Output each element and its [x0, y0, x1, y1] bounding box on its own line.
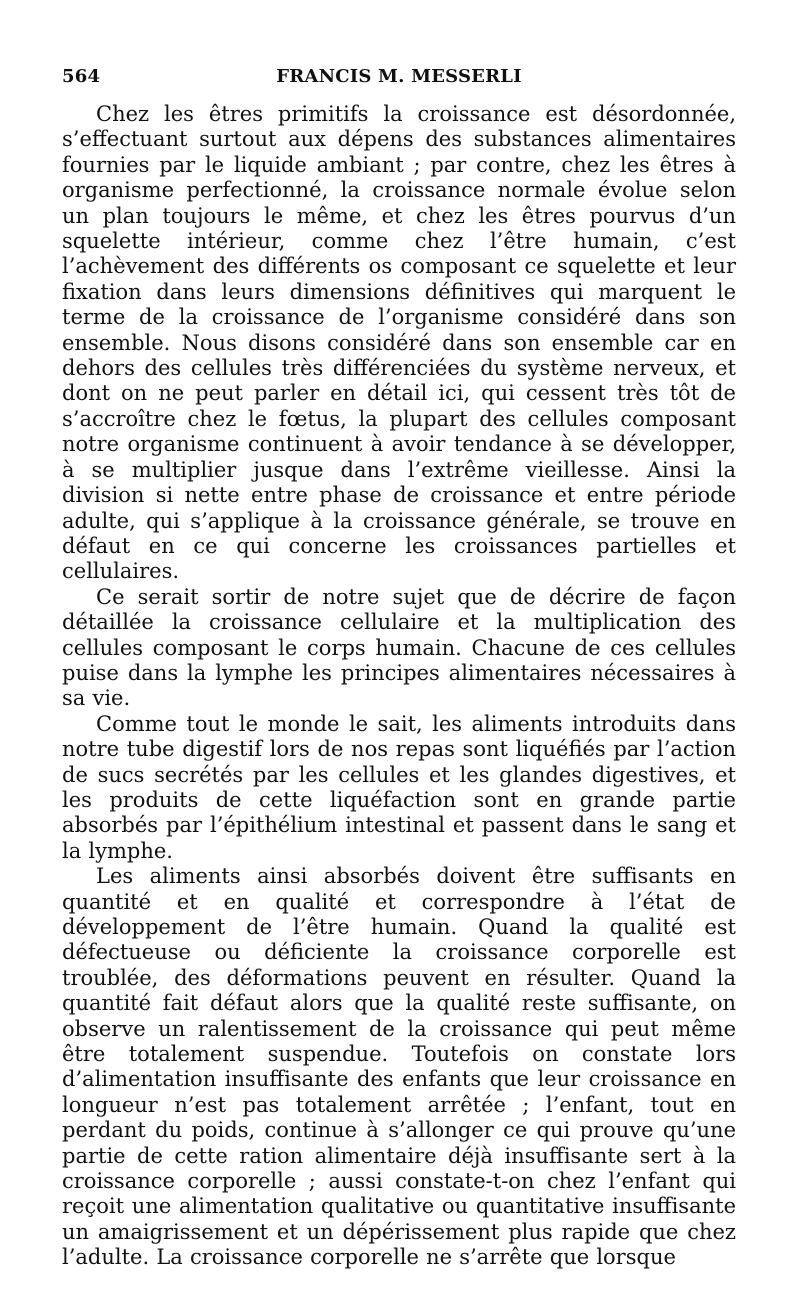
paragraph-1: Chez les êtres primitifs la croissance est désordonnée, s’effectuant surtout aux dépens des substances alimentaires fournies par le liquide ambiant ; par contre, chez les êtres à organisme perfectionné, la croissance normale évolue selon un plan toujours le même, et chez les êtres pourvus d’un squelette intérieur, comme chez l’être humain, c’est l’achèvement des différents os composant ce squelette et leur fixation dans leurs dimensions définitives qui marquent le terme de la croissance de l’organisme considéré dans son ensemble. Nous disons considéré dans son ensemble car en dehors des cellules très différenciées du système nerveux, et dont on ne peut parler en détail ici, qui cessent très tôt de s’accroître chez le fœtus, la plupart des cellules composant notre organisme continuent à avoir tendance à se développer, à se multiplier jusque dans l’extrême vieillesse. Ainsi la division si nette entre phase de croissance et entre période adulte, qui s’applique à la croissance générale, se trouve en défaut en ce qui concerne les croissances partielles et cellulaires.	[62, 102, 736, 584]
paragraph-3: Comme tout le monde le sait, les aliments introduits dans notre tube digestif lors de nos repas sont liquéfiés par l’action de sucs secrétés par les cellules et les glandes digestives, et les produits de cette liquéfaction sont en grande partie absorbés par l’épithélium intestinal et passent dans le sang et la lymphe.	[62, 711, 736, 863]
body-text	[62, 102, 736, 1271]
page-header	[62, 64, 736, 94]
paragraph-4: Les aliments ainsi absorbés doivent être suffisants en quantité et en qualité et correspondre à l’état de développement de l’être humain. Quand la qualité est défectueuse ou déficiente la croissance corporelle est troublée, des déformations peuvent en résulter. Quand la quantité fait défaut alors que la qualité reste suffisante, on observe un ralentissement de la croissance qui peut même être totalement suspendue. Toutefois on constate lors d’alimentation insuffisante des enfants que leur croissance en longueur n’est pas totalement arrêtée ; l’enfant, tout en perdant du poids, continue à s’allonger ce qui prouve qu’une partie de cette ration alimentaire déjà insuffisante sert à la croissance corporelle ; aussi constate-t-on chez l’enfant qui reçoit une alimentation qualitative ou quantitative insuffisante un amaigrissement et un dépérissement plus rapide que chez l’adulte. La croissance corporelle ne s’arrête que lorsque	[62, 864, 736, 1270]
page-number: 564	[62, 66, 101, 87]
running-head: FRANCIS M. MESSERLI	[276, 66, 522, 87]
paragraph-2: Ce serait sortir de notre sujet que de décrire de façon détaillée la croissance cellulaire et la multiplication des cellules composant le corps humain. Chacune de ces cellules puise dans la lymphe les principes alimentaires nécessaires à sa vie.	[62, 584, 736, 711]
